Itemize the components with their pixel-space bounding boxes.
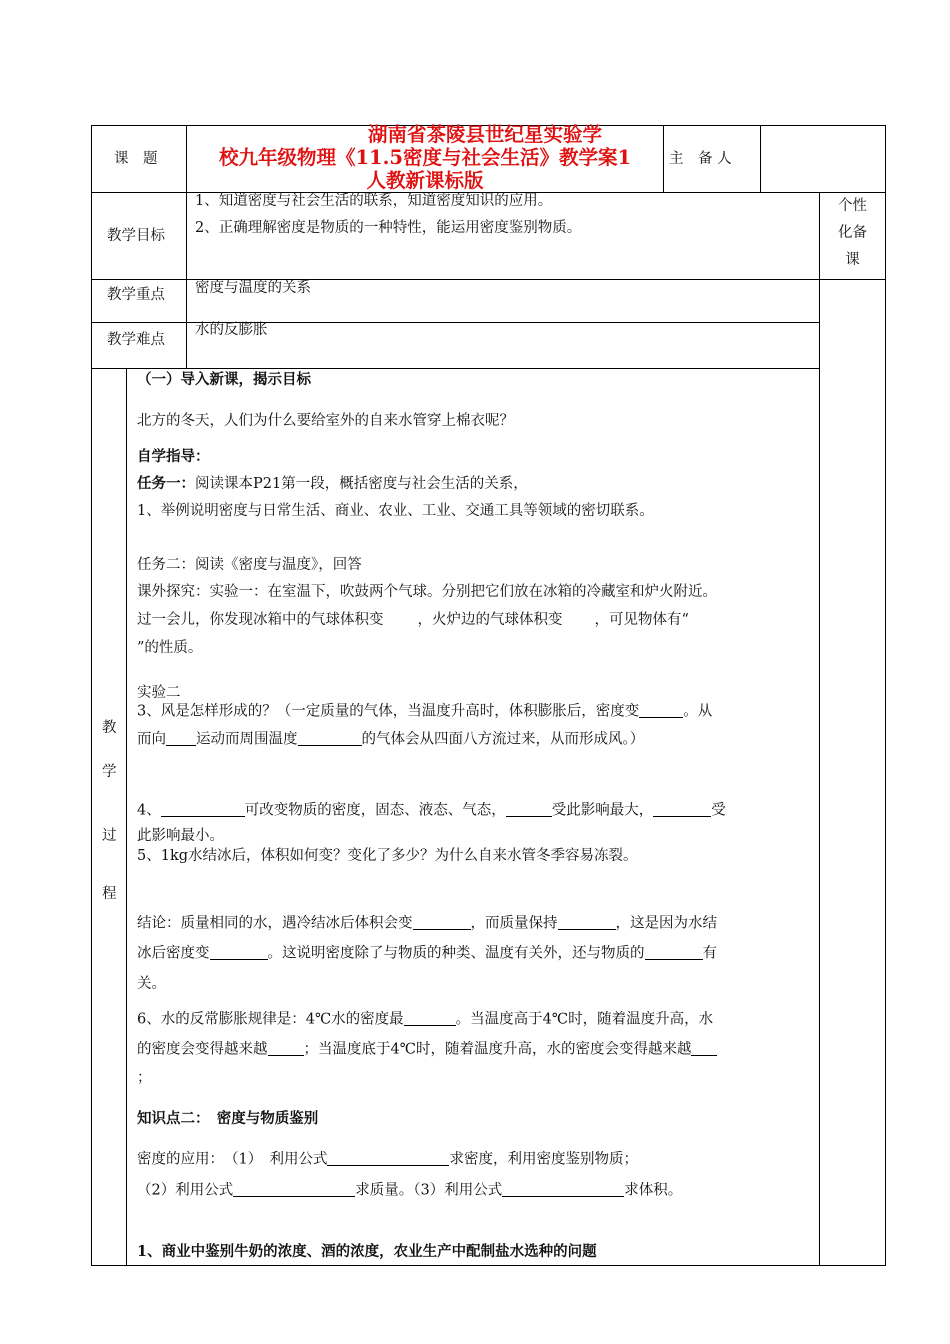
self-study-heading: 自学指导： (137, 448, 210, 465)
formula-blank-mass[interactable] (233, 1181, 355, 1197)
title-line-3: 人教新课标版 (366, 169, 484, 192)
conclusion-part-5: 。这说明密度除了与物质的种类、温度有关外，还与物质的 (267, 945, 645, 962)
key-point-text: 密度与温度的关系 (195, 280, 311, 296)
q6-blank-2[interactable] (268, 1040, 304, 1056)
conclusion-line-1 (137, 914, 717, 933)
question-3-line-2 (137, 730, 644, 749)
process-label-char-3: 过 (102, 828, 117, 844)
process-label-char-1: 教 (102, 720, 117, 736)
task-1-question: 1、举例说明密度与日常生活、商业、农业、工业、交通工具等领域的密切联系。 (137, 503, 654, 519)
q4-blank-2[interactable] (506, 801, 552, 817)
conclusion-line-3: 关。 (137, 976, 166, 992)
q4-part-3: 受此影响最大， (551, 802, 654, 819)
col-divider-process (126, 368, 127, 1266)
conclusion-part-6: 有 (702, 945, 717, 962)
q4-part-2: 可改变物质的密度，固态、液态、气态， (244, 802, 506, 819)
conclusion-blank-1[interactable] (413, 914, 471, 930)
q6-part-3: 的密度会变得越来越 (137, 1041, 268, 1058)
app-part-3: （2）利用公式 (137, 1182, 234, 1199)
q4-blank-3[interactable] (653, 801, 711, 817)
conclusion-line-2 (137, 944, 717, 963)
q6-blank-1[interactable] (404, 1010, 456, 1026)
col-divider-preparer (760, 125, 761, 193)
topic-label: 课 题 (114, 151, 158, 167)
difficulty-label: 教学难点 (107, 332, 165, 348)
question-5: 5、1kg水结冰后，体积如何变？变化了多少？为什么自来水管冬季容易冻裂。 (137, 848, 638, 864)
q3-part-3: 而向 (137, 731, 166, 748)
conclusion-part-3: ，这是因为水结 (615, 915, 717, 932)
exp1-part-3: ，可见物体有“ (594, 612, 689, 628)
task-1-title: 任务一： (137, 475, 195, 492)
conclusion-blank-2[interactable] (558, 914, 616, 930)
q6-part-2: 。当温度高于4℃时，随着温度升高，水 (455, 1011, 714, 1028)
experiment-1-line-3: ”的性质。 (137, 640, 203, 656)
exp1-part-1: 过一会儿，你发现冰箱中的气球体积变 (137, 612, 384, 628)
question-4-line-2: 此影响最小。 (137, 828, 224, 844)
table-border-left (91, 125, 92, 1266)
experiment-1-line-1: 课外探究：实验一：在室温下，吹鼓两个气球。分别把它们放在冰箱的冷藏室和炉火附近。 (137, 584, 717, 600)
task-1-text: 阅读课本P21第一段，概括密度与社会生活的关系， (195, 476, 528, 492)
formula-blank-density[interactable] (327, 1150, 449, 1166)
preparer-label: 主 备 人 (669, 151, 732, 167)
q6-part-4: ；当温度底于4℃时，随着温度升高，水的密度会变得越来越 (303, 1041, 692, 1058)
goal-1: 1、知道密度与社会生活的联系，知道密度知识的应用。 (195, 193, 553, 209)
q4-part-4: 受 (711, 802, 726, 819)
conclusion-blank-4[interactable] (645, 944, 703, 960)
document-title (186, 123, 664, 192)
task-1 (137, 475, 528, 493)
question-6-line-1 (137, 1010, 713, 1029)
application-line-2 (137, 1181, 682, 1200)
q6-blank-3[interactable] (691, 1040, 717, 1056)
table-border-bottom (91, 1265, 886, 1266)
knowledge-point-2: 知识点二： 密度与物质鉴别 (137, 1110, 319, 1127)
question-6-line-2 (137, 1040, 717, 1059)
personal-line-2: 化备 (838, 225, 867, 241)
conclusion-part-2: ，而质量保持 (470, 915, 558, 932)
app-part-1: 密度的应用： （1） 利用公式 (137, 1151, 328, 1168)
formula-blank-volume[interactable] (502, 1181, 624, 1197)
section-1-heading: 1、商业中鉴别牛奶的浓度、酒的浓度，农业生产中配制盐水选种的问题 (137, 1243, 597, 1260)
title-line-1: 湖南省茶陵县世纪星实验学 (367, 123, 602, 146)
q3-part-2: 。从 (683, 703, 713, 720)
row-divider-difficulty (91, 368, 819, 369)
experiment-2-heading: 实验二 (137, 685, 181, 701)
q6-part-1: 6、水的反常膨胀规律是：4℃水的密度最 (137, 1011, 404, 1028)
exp1-part-2: ，火炉边的气球体积变 (417, 612, 563, 628)
q4-blank-1[interactable] (161, 801, 245, 817)
table-border-right (885, 125, 886, 1266)
conclusion-blank-3[interactable] (210, 944, 268, 960)
experiment-1-line-2 (137, 612, 689, 629)
q3-part-5: 的气体会从四面八方流过来，从而形成风。） (361, 731, 645, 748)
application-line-1 (137, 1150, 638, 1169)
q3-blank-1[interactable] (639, 702, 683, 718)
personal-line-1: 个性 (838, 198, 867, 214)
personal-notes-header (820, 193, 885, 274)
col-divider-personal (819, 192, 820, 1266)
question-4-line-1 (137, 801, 726, 820)
app-part-5: 求体积。 (624, 1182, 683, 1199)
q3-blank-3[interactable] (298, 730, 362, 746)
personal-line-3: 课 (845, 252, 860, 268)
difficulty-text: 水的反膨胀 (195, 322, 268, 338)
goal-2: 2、正确理解密度是物质的一种特性，能运用密度鉴别物质。 (195, 220, 582, 236)
q3-part-1: 3、风是怎样形成的？（一定质量的气体，当温度升高时，体积膨胀后，密度变 (137, 703, 640, 720)
q4-part-1: 4、 (137, 802, 161, 819)
key-point-label: 教学重点 (107, 287, 165, 303)
app-part-2: 求密度，利用密度鉴别物质； (449, 1151, 638, 1168)
q3-part-4: 运动而周围温度 (196, 731, 298, 748)
question-3-line-1 (137, 702, 712, 721)
conclusion-part-1: 结论：质量相同的水，遇冷结冰后体积会变 (137, 915, 413, 932)
app-part-4: 求质量。（3）利用公式 (355, 1182, 503, 1199)
process-label-char-2: 学 (102, 764, 117, 780)
question-6-line-3: ； (137, 1070, 152, 1086)
title-line-2: 校九年级物理《11.5密度与社会生活》教学案1 (218, 146, 632, 169)
q3-blank-2[interactable] (166, 730, 196, 746)
intro-question: 北方的冬天，人们为什么要给室外的自来水管穿上棉衣呢？ (137, 413, 514, 429)
section-heading-intro: （一）导入新课，揭示目标 (137, 371, 311, 388)
conclusion-part-4: 冰后密度变 (137, 945, 210, 962)
goals-label: 教学目标 (107, 228, 165, 244)
process-label-char-4: 程 (102, 886, 117, 902)
task-2: 任务二：阅读《密度与温度》，回答 (137, 557, 362, 573)
